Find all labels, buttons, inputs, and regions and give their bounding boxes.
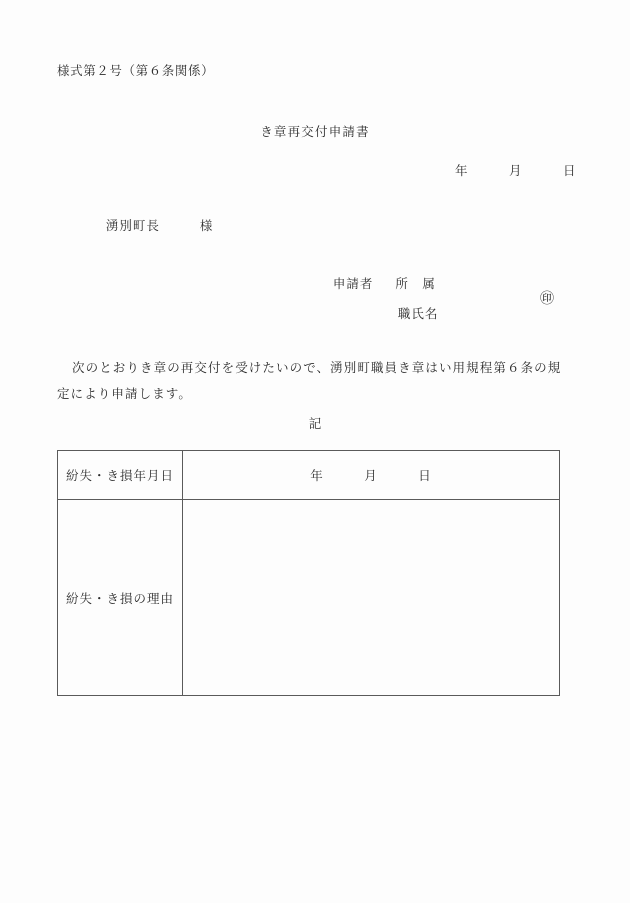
applicant-name-row xyxy=(378,289,438,337)
page-title: き章再交付申請書 xyxy=(260,124,370,139)
addressee-name: 湧別町長 xyxy=(105,218,160,233)
submission-date-line: 年 月 日 xyxy=(455,163,577,178)
addressee-honorific: 様 xyxy=(199,218,214,233)
row-value-loss-date[interactable]: 年 月 日 xyxy=(183,451,560,500)
applicant-prefix-label: 申請者 xyxy=(332,276,374,291)
addressee xyxy=(86,201,213,249)
table-row xyxy=(58,500,560,696)
seal-stamp-icon: ㊞ xyxy=(540,291,554,307)
row-label-loss-date: 紛失・き損年月日 xyxy=(58,451,183,500)
applicant-affiliation-label: 所 属 xyxy=(395,276,436,291)
application-details-table xyxy=(57,450,560,696)
ki-marker: 記 xyxy=(308,416,322,431)
table-row xyxy=(58,451,560,500)
row-label-loss-reason: 紛失・き損の理由 xyxy=(58,500,183,696)
form-number: 様式第２号（第６条関係） xyxy=(57,63,215,78)
row-value-loss-reason[interactable] xyxy=(183,500,560,696)
applicant-name-label: 職氏名 xyxy=(397,306,439,321)
body-paragraph: 次のとおりき章の再交付を受けたいので、湧別町職員き章はい用規程第６条の規定により申請します。 xyxy=(57,360,562,401)
